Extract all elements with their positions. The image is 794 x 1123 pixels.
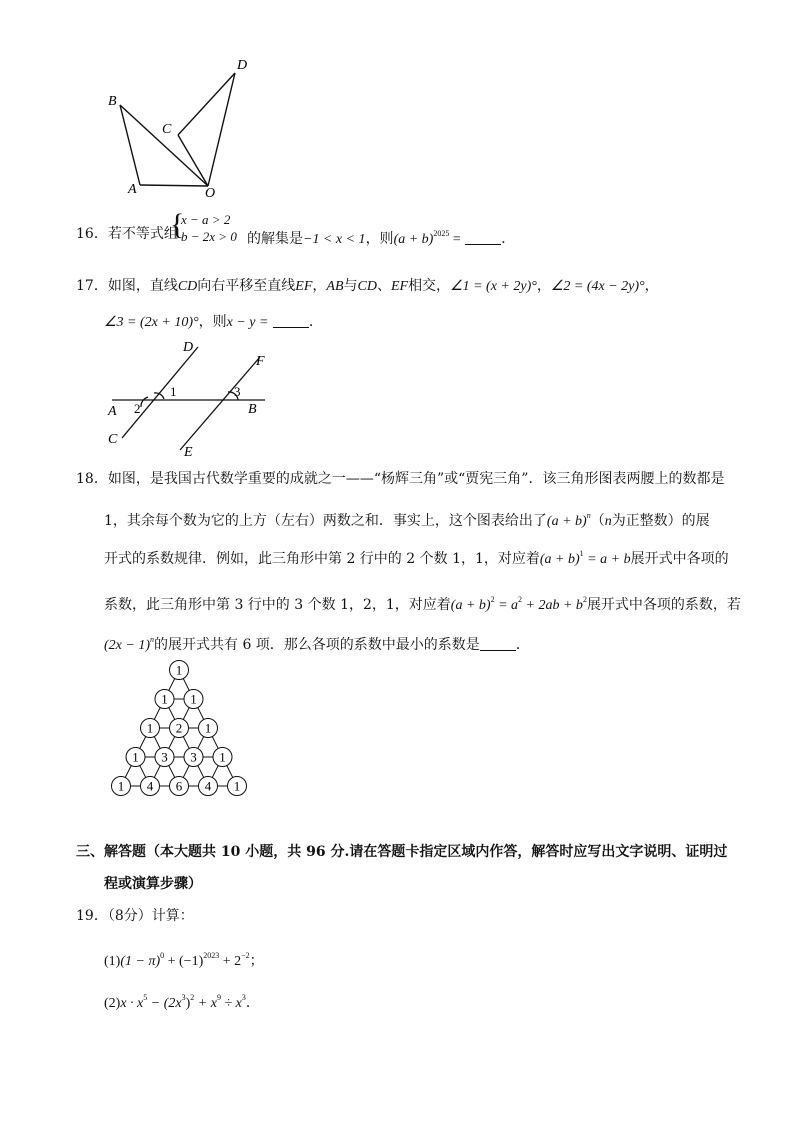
label-b: B bbox=[108, 94, 117, 109]
label-b: B bbox=[248, 402, 257, 417]
question-number: 18． bbox=[76, 471, 108, 487]
label-a: A bbox=[128, 182, 137, 197]
label-o: O bbox=[205, 186, 216, 201]
question-18-line2: 1，其余每个数为它的上方（左右）两数之和．事实上，这个图表给出了$(a + b)^n(n$为正整数）的展 bbox=[104, 511, 710, 529]
figure-q17 bbox=[100, 335, 280, 460]
triangle-value: 1 bbox=[190, 691, 197, 707]
question-17-line1: 17．如图，直线CD向右平移至直线EF，AB与CD、EF相交，∠1 = (x + 2y)°，∠2 = (4x − 2y)°， bbox=[76, 278, 659, 294]
question-18-line3: 开式的系数规律．例如，此三角形中第 2 行中的 2 个数 1，1，对应着$(a + b)^1 = a + b$展开式中各项的 bbox=[104, 549, 729, 567]
inequality-2: b − 2x > 0 bbox=[181, 229, 237, 244]
triangle-value: 3 bbox=[161, 749, 168, 765]
label-e: E bbox=[184, 445, 193, 460]
triangle-value: 1 bbox=[117, 778, 125, 794]
label-d: D bbox=[183, 340, 194, 355]
label-c: C bbox=[108, 432, 118, 447]
section-3-heading: 三、解答题（本大题共 10 小题，共 96 分.请在答题卡指定区域内作答，解答时应写出文字说明、证明过 bbox=[76, 844, 728, 860]
question-16-rest: 的解集是−1 < x < 1，则$(a + b)^{2025}$ = ． bbox=[247, 229, 516, 247]
angle-1: 1 bbox=[170, 384, 177, 399]
question-number: 17． bbox=[76, 278, 108, 294]
question-18-line1: 18．如图，是我国古代数学重要的成就之一——“杨辉三角”或“贾宪三角”．该三角形图表两腰上的数都是 bbox=[76, 471, 725, 487]
angle-3: 3 bbox=[234, 384, 241, 399]
answer-blank[interactable] bbox=[480, 636, 516, 651]
question-number: 19． bbox=[76, 908, 108, 924]
triangle-value: 3 bbox=[190, 749, 197, 765]
triangle-value: 1 bbox=[219, 749, 226, 765]
label-d: D bbox=[237, 58, 248, 73]
triangle-value: 1 bbox=[204, 720, 212, 736]
answer-blank[interactable] bbox=[465, 230, 501, 245]
yang-hui-triangle bbox=[100, 652, 260, 807]
triangle-value: 4 bbox=[146, 778, 154, 794]
inequality-1: x − a > 2 bbox=[181, 212, 231, 227]
question-19-part1: $(1)(1 - \pi)^0 + (-1)^{2023} + 2^{-2}$； bbox=[104, 951, 264, 969]
answer-blank[interactable] bbox=[273, 313, 309, 328]
triangle-value: 1 bbox=[146, 720, 154, 736]
question-19-part2: $(2)x \cdot x^5 - (2x^3)^2 + x^9 \div x^3$． bbox=[104, 993, 260, 1011]
system-brace: { bbox=[170, 208, 185, 241]
triangle-value: 1 bbox=[233, 778, 241, 794]
triangle-value: 1 bbox=[175, 662, 183, 678]
label-a: A bbox=[108, 404, 117, 419]
triangle-value: 1 bbox=[132, 749, 139, 765]
figure-q15 bbox=[100, 55, 260, 205]
triangle-value: 2 bbox=[175, 720, 183, 736]
question-19: 19．（8分）计算： bbox=[76, 908, 194, 924]
question-number: 16． bbox=[76, 226, 108, 242]
triangle-value: 1 bbox=[161, 691, 168, 707]
angle-2: 2 bbox=[134, 401, 141, 416]
triangle-value: 6 bbox=[175, 778, 183, 794]
label-f: F bbox=[256, 354, 265, 369]
question-18-line5: $(2x - 1)^n$的展开式共有 6 项．那么各项的系数中最小的系数是 ． bbox=[104, 635, 530, 653]
question-16: 16．若不等式组 bbox=[76, 226, 178, 242]
section-3-heading-cont: 程或演算步骤） bbox=[104, 876, 202, 892]
question-18-line4: 系数，此三角形中第 3 行中的 3 个数 1，2，1，对应着$(a + b)^2 = a^2 + 2ab + b^2$展开式中各项的系数，若 bbox=[104, 595, 741, 613]
question-17-line2: ∠3 = (2x + 10)°，则x − y = ． bbox=[104, 314, 323, 330]
triangle-value: 4 bbox=[204, 778, 212, 794]
label-c: C bbox=[162, 122, 172, 137]
